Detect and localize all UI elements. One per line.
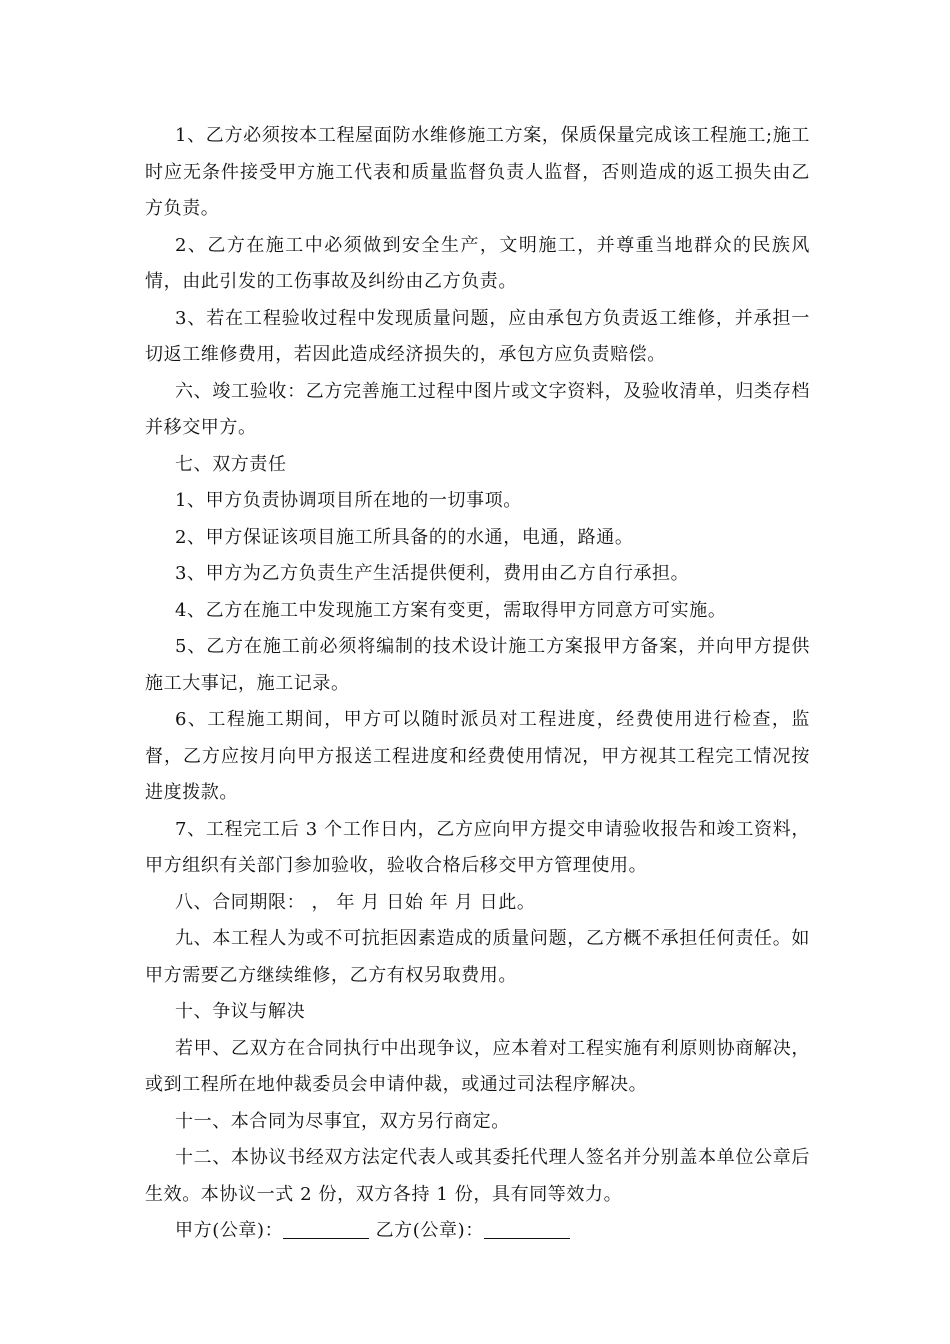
clause-paragraph: 5、乙方在施工前必须将编制的技术设计施工方案报甲方备案，并向甲方提供施工大事记，施工记录。: [145, 636, 810, 694]
clause-paragraph: 八、合同期限： ， 年 月 日始 年 月 日此。: [175, 891, 536, 913]
party-b-blank: [484, 1220, 570, 1239]
clause-paragraph: 1、甲方负责协调项目所在地的一切事项。: [175, 490, 522, 511]
signature-line: [145, 1213, 810, 1250]
section-heading: 七、双方责任: [175, 453, 287, 475]
clause-paragraph: 六、竣工验收：乙方完善施工过程中图片或文字资料，及验收清单，归类存档并移交甲方。: [145, 380, 810, 438]
clause-paragraph: 3、甲方为乙方负责生产生活提供便利，费用由乙方自行承担。: [175, 563, 690, 584]
clause-paragraph: 九、本工程人为或不可抗拒因素造成的质量问题，乙方概不承担任何责任。如甲方需要乙方继续维修，乙方有权另取费用。: [145, 928, 810, 986]
party-b-label: 乙方(公章)：: [375, 1220, 484, 1241]
clause-paragraph: 3、若在工程验收过程中发现质量问题，应由承包方负责返工维修，并承担一切返工维修费用，若因此造成经济损失的，承包方应负责赔偿。: [145, 307, 810, 365]
party-a-blank: [283, 1220, 369, 1239]
clause-paragraph: 2、甲方保证该项目施工所具备的的水通，电通，路通。: [175, 526, 634, 548]
clause-paragraph: 4、乙方在施工中发现施工方案有变更，需取得甲方同意方可实施。: [175, 599, 727, 621]
clause-paragraph: 7、工程完工后 3 个工作日内，乙方应向甲方提交申请验收报告和竣工资料，甲方组织有关部门参加验收，验收合格后移交甲方管理使用。: [145, 818, 810, 876]
clause-paragraph: 1、乙方必须按本工程屋面防水维修施工方案，保质保量完成该工程施工;施工时应无条件接受甲方施工代表和质量监督负责人监督，否则造成的返工损失由乙方负责。: [145, 125, 810, 219]
clause-paragraph: 十二、本协议书经双方法定代表人或其委托代理人签名并分别盖本单位公章后生效。本协议一式 2 份，双方各持 1 份，具有同等效力。: [145, 1147, 810, 1205]
contract-body: [145, 118, 810, 1250]
clause-paragraph: 6、工程施工期间，甲方可以随时派员对工程进度，经费使用进行检查，监督，乙方应按月向甲方报送工程进度和经费使用情况，甲方视其工程完工情况按进度拨款。: [145, 709, 810, 803]
clause-paragraph: 2、乙方在施工中必须做到安全生产，文明施工，并尊重当地群众的民族风情，由此引发的工伤事故及纠纷由乙方负责。: [145, 234, 810, 292]
clause-paragraph: 若甲、乙双方在合同执行中出现争议，应本着对工程实施有利原则协商解决，或到工程所在地仲裁委员会申请仲裁，或通过司法程序解决。: [145, 1037, 810, 1095]
party-a-label: 甲方(公章)：: [175, 1220, 284, 1241]
section-heading: 十、争议与解决: [175, 1001, 306, 1022]
clause-paragraph: 十一、本合同为尽事宜，双方另行商定。: [175, 1110, 510, 1132]
